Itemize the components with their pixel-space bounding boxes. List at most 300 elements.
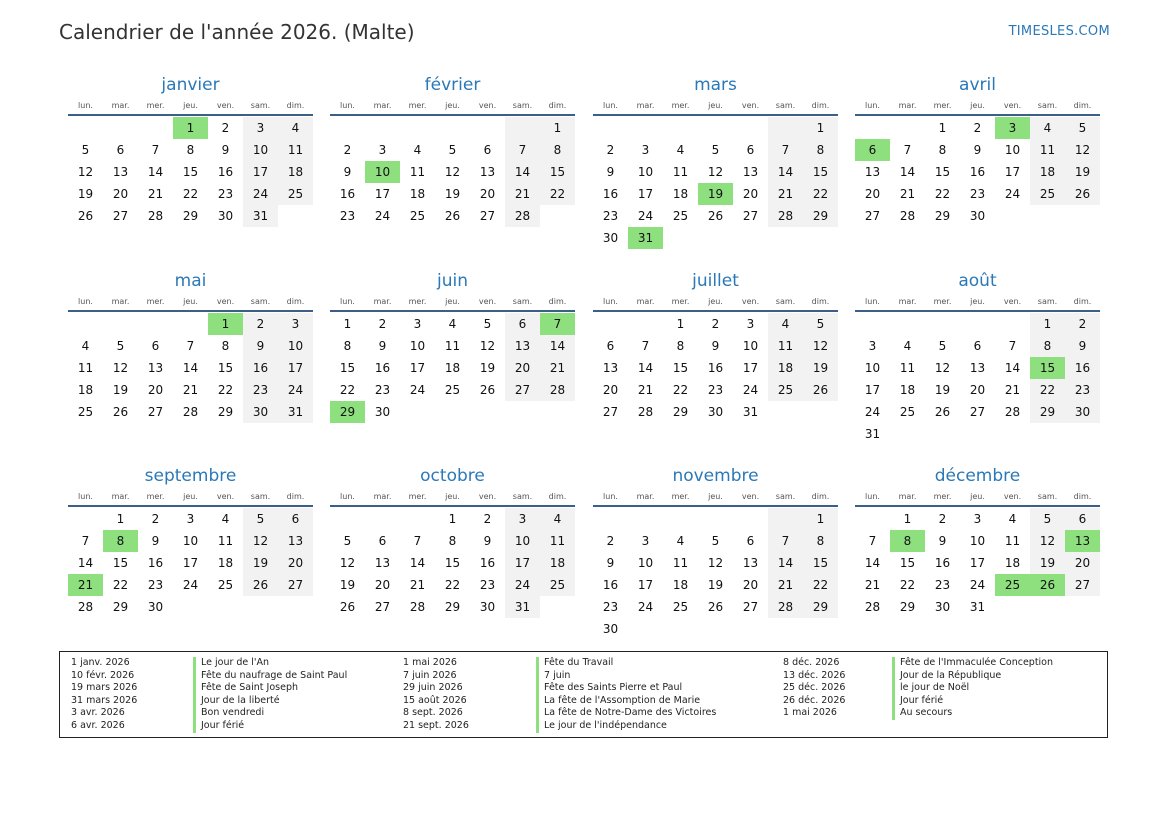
holiday-name: Jour férié <box>892 695 1053 708</box>
holiday-day-cell: 15 <box>1030 357 1065 379</box>
holiday-name: Jour de la liberté <box>193 695 347 708</box>
day-cell: 24 <box>969 578 986 592</box>
day-cell: 13 <box>374 556 391 570</box>
day-cell: 26 <box>1065 183 1100 205</box>
day-cell: 22 <box>803 183 838 205</box>
day-cell: 7 <box>186 339 195 353</box>
day-cell: 16 <box>479 556 496 570</box>
day-cell: 18 <box>1030 161 1065 183</box>
holiday-name: Jour férié <box>193 720 347 733</box>
day-cell: 27 <box>864 209 881 223</box>
legend-names-col-2 <box>892 657 1053 720</box>
day-cell: 14 <box>768 552 803 574</box>
day-cell: 15 <box>672 361 689 375</box>
day-cell: 10 <box>637 556 654 570</box>
day-grid <box>330 117 575 227</box>
day-cell: 24 <box>409 383 426 397</box>
day-cell: 4 <box>903 339 912 353</box>
day-cell: 1 <box>676 317 685 331</box>
day-cell: 12 <box>1065 139 1100 161</box>
day-cell: 14 <box>77 556 94 570</box>
day-cell: 26 <box>444 209 461 223</box>
day-cell: 6 <box>151 339 160 353</box>
day-cell: 28 <box>147 209 164 223</box>
weekday-label: mar. <box>373 492 392 501</box>
day-cell: 30 <box>243 401 278 423</box>
day-cell: 18 <box>672 578 689 592</box>
day-cell: 23 <box>707 383 724 397</box>
day-cell: 11 <box>409 165 426 179</box>
day-cell: 22 <box>182 187 199 201</box>
day-cell: 12 <box>444 165 461 179</box>
day-grid <box>593 117 838 249</box>
day-grid <box>330 508 575 618</box>
holiday-name: Le jour de l'indépendance <box>536 720 716 733</box>
day-cell: 27 <box>112 209 129 223</box>
day-cell: 5 <box>711 143 720 157</box>
day-cell: 12 <box>1030 530 1065 552</box>
day-cell: 5 <box>343 534 352 548</box>
holiday-name: Fête des Saints Pierre et Paul <box>536 682 716 695</box>
day-cell: 24 <box>243 183 278 205</box>
day-cell: 5 <box>483 317 492 331</box>
weekday-label: sam. <box>512 101 533 110</box>
day-cell: 5 <box>448 143 457 157</box>
day-cell: 2 <box>711 317 720 331</box>
month-5 <box>330 270 575 423</box>
day-cell: 11 <box>1004 534 1021 548</box>
day-cell: 21 <box>1004 383 1021 397</box>
weekday-label: sam. <box>775 492 796 501</box>
day-cell: 23 <box>969 187 986 201</box>
legend-names-col-0 <box>193 657 347 733</box>
empty-cell <box>68 313 103 335</box>
month-divider <box>330 114 575 116</box>
day-cell: 20 <box>374 578 391 592</box>
day-cell: 6 <box>116 143 125 157</box>
day-cell: 17 <box>864 383 881 397</box>
day-cell: 14 <box>768 161 803 183</box>
day-cell: 16 <box>602 578 619 592</box>
month-3 <box>855 74 1100 227</box>
holiday-name: 7 juin <box>536 670 716 683</box>
day-cell: 18 <box>278 161 313 183</box>
empty-cell <box>925 313 960 335</box>
day-cell: 9 <box>378 339 387 353</box>
day-cell: 26 <box>707 209 724 223</box>
day-cell: 7 <box>641 339 650 353</box>
day-cell: 19 <box>243 552 278 574</box>
day-cell: 3 <box>505 508 540 530</box>
day-cell: 21 <box>637 383 654 397</box>
day-cell: 25 <box>444 383 461 397</box>
day-cell: 11 <box>217 534 234 548</box>
holiday-date: 29 juin 2026 <box>403 682 463 694</box>
day-cell: 13 <box>147 361 164 375</box>
day-cell: 6 <box>606 339 615 353</box>
weekday-header <box>330 295 575 309</box>
weekday-label: dim. <box>811 101 830 110</box>
empty-cell <box>628 117 663 139</box>
day-cell: 26 <box>112 405 129 419</box>
day-cell: 15 <box>112 556 129 570</box>
month-name: octobre <box>420 466 485 486</box>
day-cell: 17 <box>374 187 391 201</box>
day-cell: 25 <box>672 209 689 223</box>
day-cell: 30 <box>1065 401 1100 423</box>
day-grid <box>330 313 575 423</box>
weekday-label: ven. <box>478 297 497 306</box>
day-cell: 24 <box>374 209 391 223</box>
weekday-label: jeu. <box>708 297 723 306</box>
day-cell: 4 <box>278 117 313 139</box>
day-cell: 30 <box>969 209 986 223</box>
day-cell: 29 <box>112 600 129 614</box>
weekday-label: mer. <box>933 297 952 306</box>
holiday-legend <box>59 651 1108 738</box>
day-cell: 23 <box>1065 379 1100 401</box>
day-cell: 15 <box>182 165 199 179</box>
day-cell: 18 <box>768 357 803 379</box>
day-cell: 18 <box>444 361 461 375</box>
day-cell: 3 <box>641 143 650 157</box>
day-cell: 19 <box>112 383 129 397</box>
day-cell: 4 <box>1030 117 1065 139</box>
weekday-label: jeu. <box>183 492 198 501</box>
day-cell: 21 <box>540 357 575 379</box>
day-cell: 16 <box>707 361 724 375</box>
day-cell: 2 <box>151 512 160 526</box>
month-divider <box>855 505 1100 507</box>
day-cell: 17 <box>505 552 540 574</box>
empty-cell <box>855 313 890 335</box>
day-cell: 2 <box>973 121 982 135</box>
day-cell: 4 <box>81 339 90 353</box>
day-cell: 28 <box>637 405 654 419</box>
weekday-label: lun. <box>603 101 618 110</box>
day-cell: 14 <box>1004 361 1021 375</box>
day-cell: 1 <box>903 512 912 526</box>
weekday-label: dim. <box>548 297 567 306</box>
empty-cell <box>593 313 628 335</box>
month-name: janvier <box>161 75 220 95</box>
month-name: mars <box>694 75 737 95</box>
day-cell: 9 <box>973 143 982 157</box>
day-cell: 18 <box>217 556 234 570</box>
day-cell: 28 <box>864 600 881 614</box>
day-cell: 8 <box>186 143 195 157</box>
weekday-label: sam. <box>1037 297 1058 306</box>
empty-cell <box>698 117 733 139</box>
empty-cell <box>68 508 103 530</box>
day-cell: 10 <box>409 339 426 353</box>
day-cell: 24 <box>505 574 540 596</box>
day-cell: 27 <box>479 209 496 223</box>
day-cell: 19 <box>934 383 951 397</box>
day-cell: 11 <box>77 361 94 375</box>
day-cell: 7 <box>413 534 422 548</box>
month-name: juin <box>437 271 468 291</box>
holiday-day-cell: 6 <box>855 139 890 161</box>
holiday-name: Fête du naufrage de Saint Paul <box>193 670 347 683</box>
weekday-label: ven. <box>1003 492 1022 501</box>
day-cell: 13 <box>864 165 881 179</box>
day-cell: 16 <box>217 165 234 179</box>
day-cell: 27 <box>147 405 164 419</box>
weekday-label: dim. <box>286 101 305 110</box>
day-cell: 6 <box>483 143 492 157</box>
day-cell: 13 <box>969 361 986 375</box>
day-cell: 22 <box>217 383 234 397</box>
day-cell: 30 <box>147 600 164 614</box>
site-link[interactable]: TIMESLES.COM <box>1008 24 1110 39</box>
day-cell: 5 <box>116 339 125 353</box>
day-cell: 25 <box>1030 183 1065 205</box>
day-cell: 1 <box>343 317 352 331</box>
weekday-label: ven. <box>741 101 760 110</box>
empty-cell <box>768 508 803 530</box>
day-cell: 17 <box>409 361 426 375</box>
day-cell: 5 <box>1030 508 1065 530</box>
month-6 <box>593 270 838 423</box>
day-cell: 9 <box>1065 335 1100 357</box>
month-divider <box>593 505 838 507</box>
day-cell: 24 <box>864 405 881 419</box>
day-cell: 1 <box>938 121 947 135</box>
month-divider <box>330 310 575 312</box>
empty-cell <box>593 508 628 530</box>
day-cell: 11 <box>540 530 575 552</box>
day-cell: 10 <box>182 534 199 548</box>
day-cell: 5 <box>81 143 90 157</box>
day-cell: 20 <box>147 383 164 397</box>
day-cell: 20 <box>112 187 129 201</box>
day-cell: 22 <box>339 383 356 397</box>
day-cell: 12 <box>707 556 724 570</box>
day-cell: 12 <box>112 361 129 375</box>
day-cell: 17 <box>637 578 654 592</box>
holiday-name: Au secours <box>892 707 1053 720</box>
day-cell: 29 <box>182 209 199 223</box>
day-cell: 23 <box>602 209 619 223</box>
day-cell: 20 <box>602 383 619 397</box>
day-cell: 26 <box>803 379 838 401</box>
day-cell: 17 <box>243 161 278 183</box>
day-cell: 31 <box>969 600 986 614</box>
month-divider <box>68 505 313 507</box>
legend-dates-col-2 <box>783 657 845 720</box>
empty-cell <box>400 508 435 530</box>
day-cell: 16 <box>934 556 951 570</box>
weekday-label: ven. <box>216 492 235 501</box>
holiday-date: 7 juin 2026 <box>403 669 457 681</box>
month-divider <box>593 310 838 312</box>
day-cell: 21 <box>768 574 803 596</box>
weekday-label: mar. <box>111 492 130 501</box>
month-divider <box>855 310 1100 312</box>
day-cell: 5 <box>938 339 947 353</box>
month-4 <box>68 270 313 423</box>
day-cell: 16 <box>147 556 164 570</box>
day-cell: 2 <box>378 317 387 331</box>
day-cell: 25 <box>540 574 575 596</box>
day-cell: 27 <box>602 405 619 419</box>
month-divider <box>593 114 838 116</box>
day-cell: 8 <box>938 143 947 157</box>
day-cell: 8 <box>803 530 838 552</box>
day-cell: 20 <box>278 552 313 574</box>
day-cell: 13 <box>742 165 759 179</box>
month-1 <box>330 74 575 227</box>
day-cell: 23 <box>217 187 234 201</box>
day-cell: 6 <box>746 534 755 548</box>
day-cell: 17 <box>278 357 313 379</box>
day-cell: 16 <box>374 361 391 375</box>
day-cell: 29 <box>934 209 951 223</box>
day-cell: 14 <box>637 361 654 375</box>
weekday-label: jeu. <box>445 492 460 501</box>
day-cell: 8 <box>803 139 838 161</box>
day-cell: 23 <box>374 383 391 397</box>
day-cell: 10 <box>278 335 313 357</box>
day-cell: 10 <box>505 530 540 552</box>
holiday-day-cell: 3 <box>995 117 1030 139</box>
day-cell: 9 <box>151 534 160 548</box>
day-cell: 1 <box>116 512 125 526</box>
holiday-date: 1 mai 2026 <box>403 657 457 668</box>
day-cell: 5 <box>1065 117 1100 139</box>
month-10 <box>593 465 838 640</box>
empty-cell <box>138 117 173 139</box>
empty-cell <box>593 117 628 139</box>
day-cell: 22 <box>899 578 916 592</box>
day-cell: 19 <box>707 578 724 592</box>
day-cell: 14 <box>864 556 881 570</box>
day-cell: 12 <box>339 556 356 570</box>
day-cell: 11 <box>899 361 916 375</box>
day-cell: 21 <box>768 183 803 205</box>
empty-cell <box>628 313 663 335</box>
month-name: avril <box>959 75 996 95</box>
day-cell: 8 <box>343 339 352 353</box>
day-cell: 9 <box>606 556 615 570</box>
empty-cell <box>400 117 435 139</box>
empty-cell <box>663 508 698 530</box>
holiday-date: 1 janv. 2026 <box>71 657 130 668</box>
day-cell: 9 <box>711 339 720 353</box>
day-cell: 13 <box>602 361 619 375</box>
day-cell: 2 <box>343 143 352 157</box>
day-cell: 28 <box>899 209 916 223</box>
weekday-header <box>855 490 1100 504</box>
day-cell: 26 <box>707 600 724 614</box>
day-cell: 6 <box>278 508 313 530</box>
day-cell: 26 <box>243 574 278 596</box>
weekday-label: ven. <box>741 492 760 501</box>
day-cell: 1 <box>448 512 457 526</box>
holiday-day-cell: 25 <box>995 574 1030 596</box>
day-grid <box>68 508 313 618</box>
day-cell: 11 <box>672 165 689 179</box>
holiday-day-cell: 19 <box>698 183 733 205</box>
day-cell: 19 <box>339 578 356 592</box>
month-divider <box>68 114 313 116</box>
weekday-label: ven. <box>1003 101 1022 110</box>
day-cell: 22 <box>672 383 689 397</box>
day-cell: 18 <box>540 552 575 574</box>
day-cell: 31 <box>278 401 313 423</box>
day-cell: 9 <box>221 143 230 157</box>
empty-cell <box>103 117 138 139</box>
weekday-label: lun. <box>865 492 880 501</box>
holiday-date: 26 déc. 2026 <box>783 694 846 706</box>
day-cell: 21 <box>505 183 540 205</box>
month-divider <box>855 114 1100 116</box>
weekday-label: mer. <box>671 297 690 306</box>
day-cell: 9 <box>243 335 278 357</box>
weekday-label: mar. <box>111 297 130 306</box>
month-name: août <box>958 271 997 291</box>
day-cell: 30 <box>934 600 951 614</box>
day-cell: 20 <box>864 187 881 201</box>
weekday-label: sam. <box>250 101 271 110</box>
holiday-name: Fête de Saint Joseph <box>193 682 347 695</box>
day-cell: 23 <box>243 379 278 401</box>
empty-cell <box>435 117 470 139</box>
weekday-label: dim. <box>811 492 830 501</box>
day-cell: 21 <box>864 578 881 592</box>
weekday-header <box>855 99 1100 113</box>
day-cell: 24 <box>637 209 654 223</box>
day-cell: 13 <box>479 165 496 179</box>
empty-cell <box>890 313 925 335</box>
weekday-label: mar. <box>373 101 392 110</box>
legend-dates-col-0 <box>71 657 137 733</box>
holiday-day-cell: 8 <box>890 530 925 552</box>
day-cell: 19 <box>77 187 94 201</box>
weekday-label: ven. <box>478 101 497 110</box>
day-cell: 12 <box>803 335 838 357</box>
day-cell: 6 <box>505 313 540 335</box>
weekday-label: mer. <box>146 297 165 306</box>
empty-cell <box>733 508 768 530</box>
day-cell: 25 <box>672 600 689 614</box>
month-name: décembre <box>934 466 1021 486</box>
day-cell: 24 <box>182 578 199 592</box>
empty-cell <box>628 508 663 530</box>
day-cell: 17 <box>969 556 986 570</box>
day-cell: 17 <box>182 556 199 570</box>
holiday-day-cell: 8 <box>103 530 138 552</box>
day-cell: 17 <box>637 187 654 201</box>
day-cell: 28 <box>182 405 199 419</box>
day-cell: 23 <box>602 600 619 614</box>
day-cell: 18 <box>1004 556 1021 570</box>
day-cell: 6 <box>1065 508 1100 530</box>
day-cell: 23 <box>479 578 496 592</box>
empty-cell <box>768 117 803 139</box>
day-cell: 26 <box>77 209 94 223</box>
day-cell: 24 <box>742 383 759 397</box>
day-cell: 25 <box>217 578 234 592</box>
day-cell: 1 <box>803 508 838 530</box>
weekday-label: sam. <box>1037 492 1058 501</box>
day-cell: 29 <box>803 596 838 618</box>
weekday-label: dim. <box>286 297 305 306</box>
day-cell: 29 <box>672 405 689 419</box>
day-cell: 29 <box>899 600 916 614</box>
holiday-day-cell: 31 <box>628 227 663 249</box>
